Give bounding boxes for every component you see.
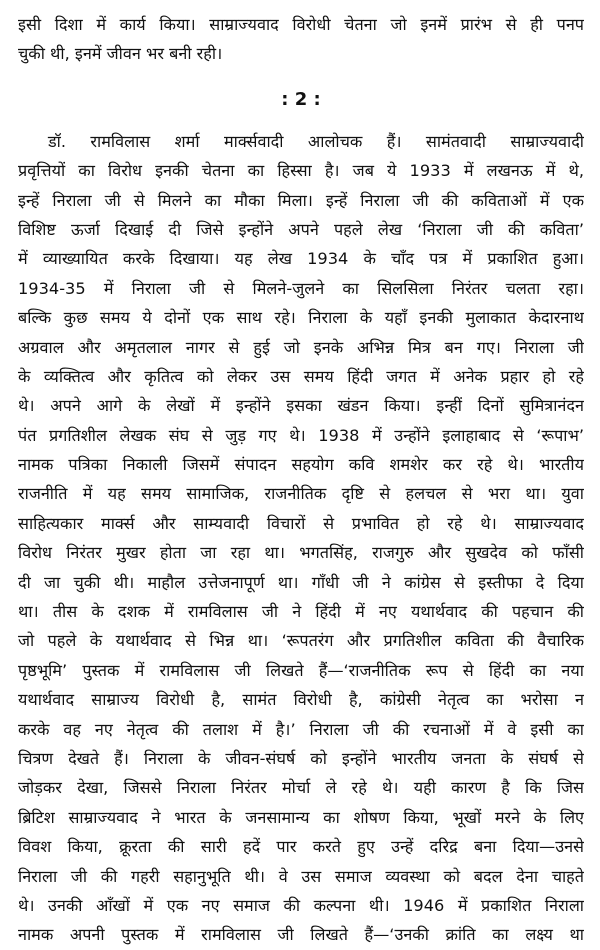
text-line: चुकी थी, इनमें जीवन भर बनी रही। — [18, 44, 223, 64]
text-line: ब्रिटिश साम्राज्यवाद ने भारत के जनसामान्य का शोषण किया, भूखों मरने के लिए — [18, 807, 584, 827]
text-line: जो पहले के यथार्थवाद से भिन्न था। ‘रूपतरंग और प्रगतिशील कविता की वैचारिक — [18, 631, 584, 651]
text-line: में व्याख्यायित करके दिखाया। यह लेख 1934 के चाँद पत्र में प्रकाशित हुआ। — [18, 249, 584, 269]
text-line: विरोध निरंतर मुखर होता जा रहा था। भगतसिंह, राजगुरु और सुखदेव को फाँसी — [18, 543, 584, 563]
text-line: थे। अपने आगे के लेखों में इन्होंने इसका खंडन किया। इन्हीं दिनों सुमित्रानंदन — [18, 396, 584, 416]
text-line: पंत प्रगतिशील लेखक संघ से जुड़ गए थे। 1938 में उन्होंने इलाहाबाद से ‘रूपाभ’ — [18, 425, 584, 445]
text-line: के व्यक्तित्व और कृतित्व को लेकर उस समय हिंदी जगत में अनेक प्रहार हो रहे — [18, 366, 584, 386]
text-line: विवश किया, क्रूरता की सारी हदें पार करते हुए उन्हें दरिद्र बना दिया—उनसे — [18, 837, 584, 857]
text-line: पृष्ठभूमि’ पुस्तक में रामविलास जी लिखते हैं—‘राजनीतिक रूप से हिंदी का नया — [18, 660, 584, 680]
body-paragraph — [18, 127, 584, 950]
text-line: विशिष्ट ऊर्जा दिखाई दी जिसे इन्होंने अपने पहले लेख ‘निराला जी की कविता’ — [18, 219, 584, 239]
text-line: बल्कि कुछ समय ये दोनों एक साथ रहे। निराला के यहाँ इनकी मुलाकात केदारनाथ — [18, 308, 584, 328]
text-line: निराला जी की गहरी सहानुभूति थी। वे उस समाज व्यवस्था को बदल देना चाहते — [18, 866, 584, 886]
text-line: यथार्थवाद साम्राज्य विरोधी है, सामंत विरोधी है, कांग्रेसी नेतृत्व का भरोसा न — [18, 690, 584, 710]
text-line: डॉ. रामविलास शर्मा मार्क्सवादी आलोचक हैं। सामंतवादी साम्राज्यवादी — [48, 131, 584, 151]
text-line: 1934-35 में निराला जी से मिलने-जुलने का सिलसिला निरंतर चलता रहा। — [18, 278, 584, 298]
page-text — [18, 10, 584, 950]
text-line: अग्रवाल और अमृतलाल नागर से हुई जो इनके अभिन्न मित्र बन गए। निराला जी — [18, 337, 584, 357]
text-line: जोड़कर देखा, जिससे निराला निरंतर मोर्चा ले रहे थे। यही कारण है कि जिस — [18, 778, 584, 798]
text-line: करके वह नए नेतृत्व की तलाश में है।’ निराला जी की रचनाओं में वे इसी का — [18, 719, 584, 739]
text-line: इसी दिशा में कार्य किया। साम्राज्यवाद विरोधी चेतना जो इनमें प्रारंभ से ही पनप — [18, 15, 584, 34]
text-line: इन्हें निराला जी से मिलने का मौका मिला। इन्हें निराला जी की कविताओं में एक — [18, 190, 584, 210]
text-line: दी जा चुकी थी। माहौल उत्तेजनापूर्ण था। गाँधी जी ने कांग्रेस से इस्तीफा दे दिया — [18, 572, 584, 592]
text-line: नामक अपनी पुस्तक में रामविलास जी लिखते हैं—‘उनकी क्रांति का लक्ष्य था — [18, 925, 584, 945]
text-line: था। तीस के दशक में रामविलास जी ने हिंदी में नए यथार्थवाद की पहचान की — [18, 602, 584, 622]
text-line: साहित्यकार मार्क्स और साम्यवादी विचारों से प्रभावित हो रहे थे। साम्राज्यवाद — [18, 513, 584, 533]
intro-paragraph — [18, 10, 584, 69]
text-line: प्रवृत्तियों का विरोध इनकी चेतना का हिस्सा है। जब ये 1933 में लखनऊ में थे, — [18, 161, 584, 181]
text-line: चित्रण देखते हैं। निराला के जीवन-संघर्ष को इन्होंने भारतीय जनता के संघर्ष से — [18, 748, 584, 768]
text-line: राजनीति में यह समय सामाजिक, राजनीतिक दृष्टि से हलचल से भरा था। युवा — [18, 484, 584, 504]
text-line: थे। उनकी आँखों में एक नए समाज की कल्पना थी। 1946 में प्रकाशित निराला — [18, 895, 584, 915]
text-line: नामक पत्रिका निकाली जिसमें संपादन सहयोग कवि शमशेर कर रहे थे। भारतीय — [18, 455, 584, 475]
section-number: : 2 : — [281, 88, 321, 110]
